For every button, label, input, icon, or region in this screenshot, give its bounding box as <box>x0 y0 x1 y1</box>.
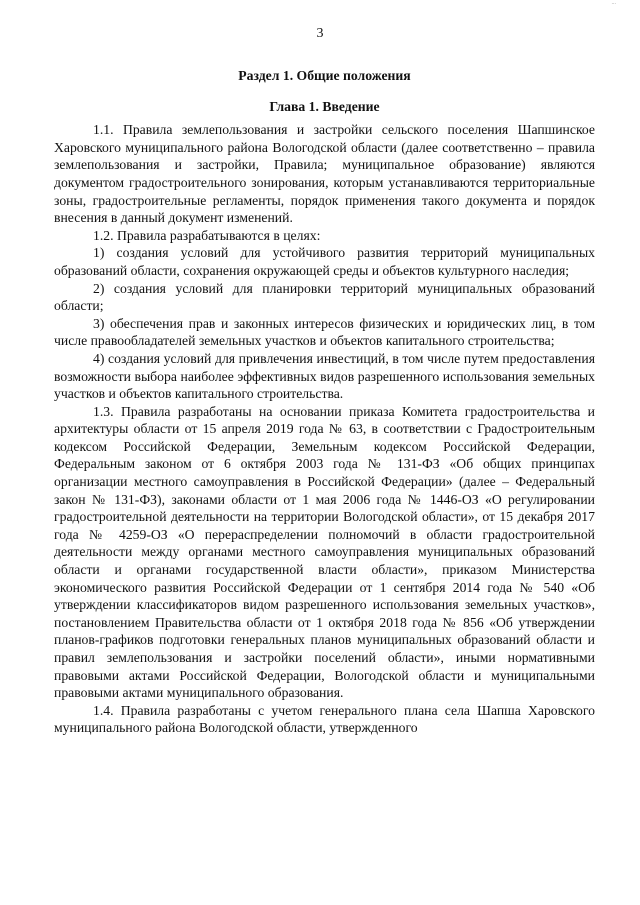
list-item-4: 4) создания условий для привлечения инвестиций, в том числе путем предоставления возможности выбора наиболее эффективных видов разрешенного использования земельных участков и объектов капитального строительства. <box>54 350 595 402</box>
corner-mark: ... <box>611 0 616 6</box>
list-item-3: 3) обеспечения прав и законных интересов физических и юридических лиц, в том числе правообладателей земельных участков и объектов капитального строительства; <box>54 315 595 349</box>
paragraph-1-1: 1.1. Правила землепользования и застройки сельского поселения Шапшинское Харовского муниципального района Вологодской области (далее соответственно – правила землепользования и застройки, Правила; муниципальное образование) являются документом градостроительного зонирования, которым устанавливаются территориальные зоны, градостроительные регламенты, порядок применения такого документа и порядок внесения в данный документ изменений. <box>54 122 595 226</box>
chapter-title: Глава 1. Введение <box>269 98 380 114</box>
page-number: 3 <box>316 26 324 41</box>
paragraph-1-2: 1.2. Правила разрабатываются в целях: <box>93 227 321 243</box>
document-body <box>54 67 595 737</box>
paragraph-1-4: 1.4. Правила разработаны с учетом генерального плана села Шапша Харовского муниципального района Вологодской области, утвержденного <box>54 702 595 736</box>
list-item-1: 1) создания условий для устойчивого развития территорий муниципальных образований области, сохранения окружающей среды и объектов культурного наследия; <box>54 245 595 278</box>
list-item-2: 2) создания условий для планировки территорий муниципальных образований области; <box>54 280 595 314</box>
section-title: Раздел 1. Общие положения <box>238 68 411 83</box>
paragraph-1-3: 1.3. Правила разработаны на основании приказа Комитета градостроительства и архитектуры области от 15 апреля 2019 года № 63, в соответствии с Градостроительным кодексом Российской Федерации, Земельным кодексом Российской Федерации, Федеральным законом от 6 октября 2003 года № 131-ФЗ «Об общих принципах организации местного самоуправления в Российской Федерации» (далее – Федеральный закон № 131-ФЗ), законами области от 1 мая 2006 года № 1446-ОЗ «О регулировании градостроительной деятельности на территории Вологодской области», от 15 декабря 2017 года № 4259-ОЗ «О перераспределении полномочий в области градостроительной деятельности между органами местного самоуправления муниципальных образований области и органами государственной власти области», приказом Министерства экономического развития Российской Федерации от 1 сентября 2014 года № 540 «Об утверждении классификаторов видом разрешенного использования земельных участков», постановлением Правительства области от 1 октября 2018 года № 856 «Об утверждении планов-графиков подготовки генеральных планов муниципальных образований области и правил землепользования и застройки поселений области», иными нормативными правовыми актами Российской Федерации, Вологодской области и муниципальными правовыми актами муниципального образования. <box>54 403 595 701</box>
